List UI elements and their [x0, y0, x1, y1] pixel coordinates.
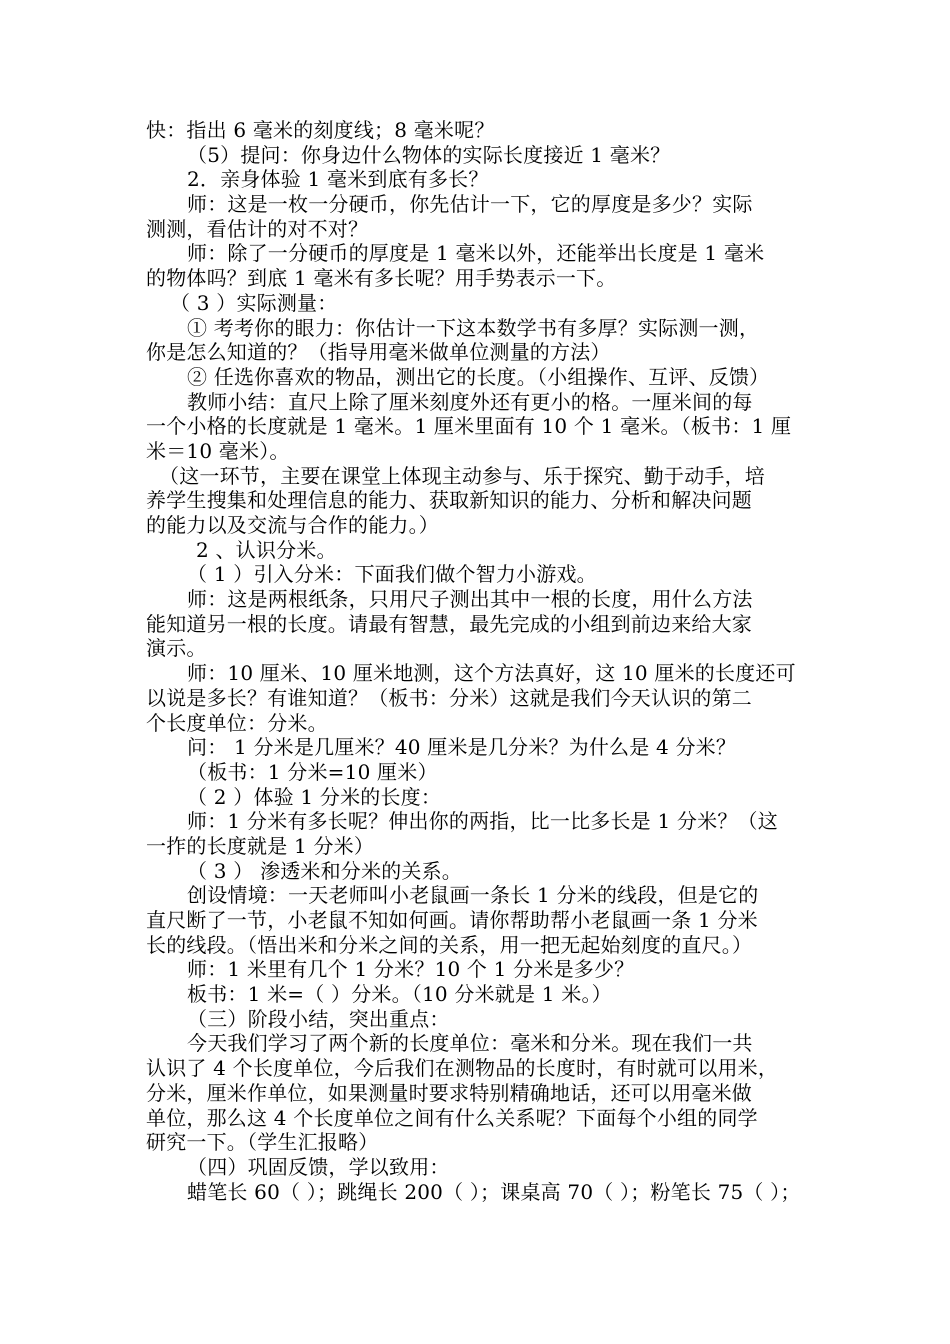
- text-line: 以说是多长？有谁知道？（板书：分米）这就是我们今天认识的第二: [146, 685, 752, 710]
- text-line: 能知道另一根的长度。请最有智慧，最先完成的小组到前边来给大家: [146, 611, 752, 636]
- text-line: （四）巩固反馈，学以致用：: [187, 1154, 450, 1179]
- text-line: 师：这是两根纸条，只用尺子测出其中一根的长度，用什么方法: [187, 587, 753, 612]
- text-line: （ 3 ） 渗透米和分米的关系。: [187, 858, 462, 883]
- text-line: （三）阶段小结，突出重点：: [187, 1006, 450, 1031]
- text-line: 养学生搜集和处理信息的能力、获取新知识的能力、分析和解决问题: [146, 488, 752, 513]
- text-line: 2 、认识分米。: [196, 537, 337, 562]
- text-line: ② 任选你喜欢的物品，测出它的长度。（小组操作、互评、反馈）: [187, 364, 770, 389]
- text-line: 的物体吗？到底 1 毫米有多长呢？用手势表示一下。: [146, 266, 617, 291]
- text-line: 直尺断了一节，小老鼠不知如何画。请你帮助帮小老鼠画一条 1 分米: [146, 908, 758, 932]
- text-line: 2．亲身体验 1 毫米到底有多长？: [187, 167, 489, 192]
- text-line: 师：1 分米有多长呢？伸出你的两指，比一比多长是 1 分米？（这: [187, 809, 778, 834]
- text-line: （这一环节，主要在课堂上体现主动参与、乐于探究、勤于动手，培: [159, 463, 765, 488]
- text-line: 今天我们学习了两个新的长度单位：毫米和分米。现在我们一共: [187, 1031, 753, 1056]
- text-line: ① 考考你的眼力：你估计一下这本数学书有多厚？实际测一测，: [187, 315, 760, 340]
- text-line: 测测，看估计的对不对？: [146, 216, 369, 241]
- text-line: 师：1 米里有几个 1 分米？10 个 1 分米是多少？: [187, 957, 635, 982]
- text-line: 长的线段。（悟出米和分米之间的关系，用一把无起始刻度的直尺。）: [146, 932, 753, 957]
- text-line: 师：除了一分硬币的厚度是 1 毫米以外，还能举出长度是 1 毫米: [187, 241, 765, 266]
- text-line: 问： 1 分米是几厘米？40 厘米是几分米？为什么是 4 分米？: [187, 735, 737, 760]
- text-line: 一拃的长度就是 1 分米）: [146, 833, 375, 858]
- text-line: 的能力以及交流与合作的能力。）: [146, 513, 439, 537]
- text-line: 演示。: [146, 636, 207, 661]
- text-line: （ 3 ）实际测量：: [170, 290, 338, 315]
- text-line: （板书：1 分米=10 厘米）: [187, 759, 438, 784]
- text-line: 教师小结：直尺上除了厘米刻度外还有更小的格。一厘米间的每: [187, 389, 753, 414]
- text-line: 研究一下。（学生汇报略）: [146, 1130, 379, 1155]
- text-line: 师：这是一枚一分硬币，你先估计一下，它的厚度是多少？实际: [187, 192, 753, 217]
- document-body: [146, 118, 810, 1204]
- text-line: 创设情境：一天老师叫小老鼠画一条长 1 分米的线段，但是它的: [187, 883, 759, 908]
- text-line: （ 1 ）引入分米：下面我们做个智力小游戏。: [187, 562, 597, 587]
- text-line: 米＝10 毫米）。: [146, 438, 290, 463]
- text-line: 蜡笔长 60（ ）；跳绳长 200（ ）；课桌高 70（ ）；粉笔长 75（ ）；: [187, 1179, 801, 1204]
- text-line: （ 2 ）体验 1 分米的长度：: [187, 784, 442, 809]
- text-line: （5）提问：你身边什么物体的实际长度接近 1 毫米？: [187, 142, 671, 167]
- text-line: 一个小格的长度就是 1 毫米。1 厘米里面有 10 个 1 毫米。（板书：1 厘: [146, 414, 792, 439]
- text-line: 分米，厘米作单位，如果测量时要求特别精确地话，还可以用毫米做: [146, 1080, 752, 1105]
- text-line: 单位，那么这 4 个长度单位之间有什么关系呢？下面每个小组的同学: [146, 1105, 758, 1130]
- text-line: 个长度单位：分米。: [146, 710, 328, 735]
- text-line: 快：指出 6 毫米的刻度线；8 毫米呢？: [146, 118, 495, 142]
- text-line: 板书：1 米=（ ）分米。（10 分米就是 1 米。）: [187, 982, 612, 1007]
- text-line: 师：10 厘米、10 厘米地测，这个方法真好，这 10 厘米的长度还可: [187, 661, 796, 686]
- text-line: 认识了 4 个长度单位，今后我们在测物品的长度时，有时就可以用米，: [146, 1056, 779, 1081]
- text-line: 你是怎么知道的？（指导用毫米做单位测量的方法）: [146, 340, 611, 365]
